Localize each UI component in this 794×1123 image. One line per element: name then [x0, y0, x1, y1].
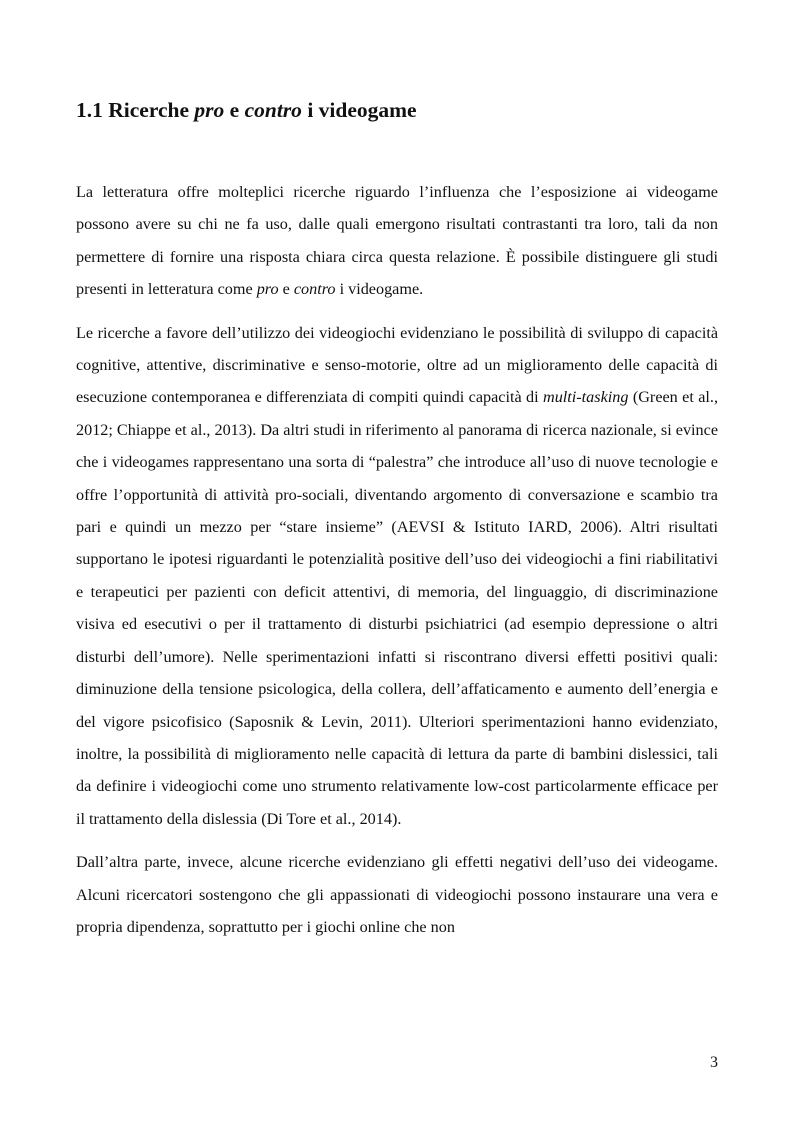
paragraph-contra-research	[76, 846, 718, 943]
page-number: 3	[710, 1054, 718, 1071]
heading-word-pro: pro	[194, 98, 225, 122]
heading-tail: i videogame	[307, 98, 417, 122]
paragraph-pro-text-start: Le ricerche a favore dell’utilizzo dei videogiochi evidenziano le possibilità di sviluppo di capacità cognitive, attentive, discriminative e senso-motorie, oltre ad un miglioramento delle capacità di esecuzione contemporanea e differenziata di compiti quindi capacità di	[76, 323, 718, 407]
paragraph-intro-end: i videogame.	[339, 280, 424, 299]
paragraph-intro	[76, 176, 718, 306]
term-pro: pro	[256, 280, 279, 299]
paragraph-intro-text: La letteratura offre molteplici ricerche riguardo l’influenza che l’esposizione ai videogame possono avere su chi ne fa uso, dalle quali emergono risultati contrastanti tra loro, tali da non permettere di fornire una risposta chiara circa questa relazione. È possibile distinguere gli studi presenti in letteratura come	[76, 183, 718, 299]
heading-word-ricerche: Ricerche	[108, 98, 190, 122]
paragraph-contra-text: Dall’altra parte, invece, alcune ricerche evidenziano gli effetti negativi dell’uso dei videogame. Alcuni ricercatori sostengono che gli appassionati di videogiochi possono instaurare una vera e propria dipendenza, soprattutto per i giochi online che non	[76, 853, 718, 936]
heading-word-e: e	[229, 98, 240, 122]
term-multitasking: multi-tasking	[543, 388, 629, 407]
heading-word-contro: contro	[244, 98, 302, 122]
section-number: 1.1	[76, 98, 103, 122]
word-e: e	[282, 280, 290, 299]
body-text	[76, 176, 718, 954]
paragraph-pro-research	[76, 317, 718, 836]
section-heading	[76, 95, 417, 125]
term-contro: contro	[293, 280, 336, 299]
paragraph-pro-text-rest: (Green et al., 2012; Chiappe et al., 2013). Da altri studi in riferimento al panorama di ricerca nazionale, si evince che i videogames rappresentano una sorta di “palestra” che introduce all’uso di nuove tecnologie e offre l’opportunità di attività pro-sociali, diventando argomento di conversazione e scambio tra pari e quindi un mezzo per “stare insieme” (AEVSI & Istituto IARD, 2006). Altri risultati supportano le ipotesi riguardanti le potenzialità positive dell’uso dei videogiochi a fini riabilitativi e terapeutici per pazienti con deficit attentivi, di memoria, del linguaggio, di discriminazione visiva ed esecutivi o per il trattamento di disturbi psichiatrici (ad esempio depressione o altri disturbi dell’umore). Nelle sperimentazioni infatti si riscontrano diversi effetti positivi quali: diminuzione della tensione psicologica, della collera, dell’affaticamento e aumento dell’energia e del vigore psicofisico (Saposnik & Levin, 2011). Ulteriori sperimentazioni hanno evidenziato, inoltre, la possibilità di miglioramento nelle capacità di lettura da parte di bambini dislessici, tali da definire i videogiochi come uno strumento relativamente low-cost particolarmente efficace per il trattamento della dislessia (Di Tore et al., 2014).	[76, 388, 719, 828]
